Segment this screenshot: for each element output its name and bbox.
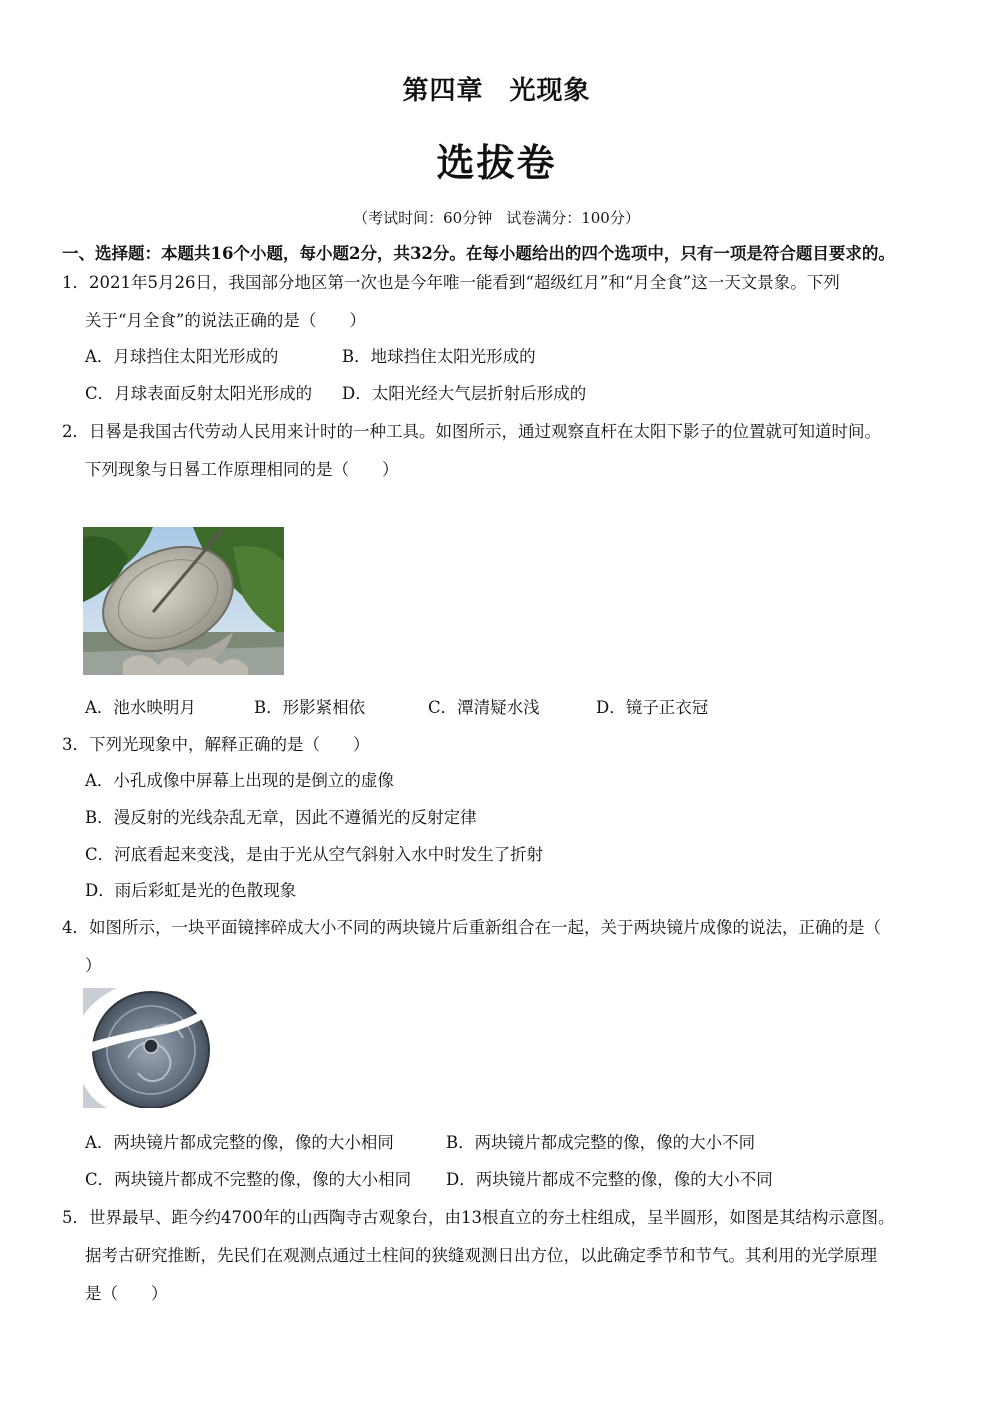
- q1-option-c: C．月球表面反射太阳光形成的: [85, 384, 313, 403]
- q4-stem-line2: ）: [85, 956, 102, 975]
- q1-option-a: A．月球挡住太阳光形成的: [85, 347, 279, 366]
- q2-stem-line1: 2．日晷是我国古代劳动人民用来计时的一种工具。如图所示，通过观察直杆在太阳下影子的位置就可知道时间。: [62, 422, 881, 441]
- q3-option-c: C．河底看起来变浅，是由于光从空气斜射入水中时发生了折射: [85, 845, 544, 864]
- q2-option-a: A．池水映明月: [85, 698, 196, 717]
- q1-option-d: D．太阳光经大气层折射后形成的: [342, 384, 587, 403]
- chapter-name: 光现象: [509, 76, 591, 106]
- q2-option-c: C．潭清疑水浅: [428, 698, 540, 717]
- q4-option-d: D．两块镜片都成不完整的像，像的大小不同: [446, 1170, 773, 1189]
- q4-option-c: C．两块镜片都成不完整的像，像的大小相同: [85, 1170, 412, 1189]
- q3-option-b: B．漫反射的光线杂乱无章，因此不遵循光的反射定律: [85, 808, 477, 827]
- q1-option-b: B．地球挡住太阳光形成的: [342, 347, 536, 366]
- q1-stem-line1: 1．2021年5月26日，我国部分地区第一次也是今年唯一能看到“超级红月”和“月全食”这一天文景象。下列: [62, 273, 840, 292]
- q5-stem-line1: 5．世界最早、距今约4700年的山西陶寺古观象台，由13根直立的夯土柱组成，呈半圆形，如图是其结构示意图。: [62, 1208, 895, 1227]
- broken-mirror-image: [83, 988, 211, 1108]
- q2-option-d: D．镜子正衣冠: [596, 698, 709, 717]
- chapter-number: 第四章: [402, 76, 484, 106]
- chapter-title: [0, 70, 993, 107]
- sundial-illustration: [83, 527, 284, 675]
- q5-stem-line3: 是（ ）: [85, 1284, 168, 1303]
- q2-option-b: B．形影紧相依: [254, 698, 366, 717]
- section-heading: 一、选择题：本题共16个小题，每小题2分，共32分。在每小题给出的四个选项中，只有一项是符合题目要求的。: [62, 244, 895, 263]
- q2-stem-line2: 下列现象与日晷工作原理相同的是（ ）: [85, 460, 399, 479]
- q1-stem-line2: 关于“月全食”的说法正确的是（ ）: [85, 311, 366, 330]
- q5-stem-line2: 据考古研究推断，先民们在观测点通过土柱间的狭缝观测日出方位，以此确定季节和节气。其利用的光学原理: [85, 1246, 877, 1265]
- q3-option-a: A．小孔成像中屏幕上出现的是倒立的虚像: [85, 771, 394, 790]
- exam-score: 试卷满分：100分）: [506, 209, 640, 227]
- sundial-image: [83, 527, 284, 675]
- q3-option-d: D．雨后彩虹是光的色散现象: [85, 881, 297, 900]
- exam-time: （考试时间：60分钟: [353, 209, 493, 227]
- q4-stem-line1: 4．如图所示，一块平面镜摔碎成大小不同的两块镜片后重新组合在一起，关于两块镜片成像的说法，正确的是（: [62, 918, 881, 937]
- q4-option-b: B．两块镜片都成完整的像，像的大小不同: [446, 1133, 756, 1152]
- page-title: 选拔卷: [436, 140, 557, 185]
- broken-mirror-illustration: [83, 988, 211, 1108]
- exam-info: [0, 207, 993, 228]
- q4-option-a: A．两块镜片都成完整的像，像的大小相同: [85, 1133, 394, 1152]
- q3-stem: 3．下列光现象中，解释正确的是（ ）: [62, 735, 370, 754]
